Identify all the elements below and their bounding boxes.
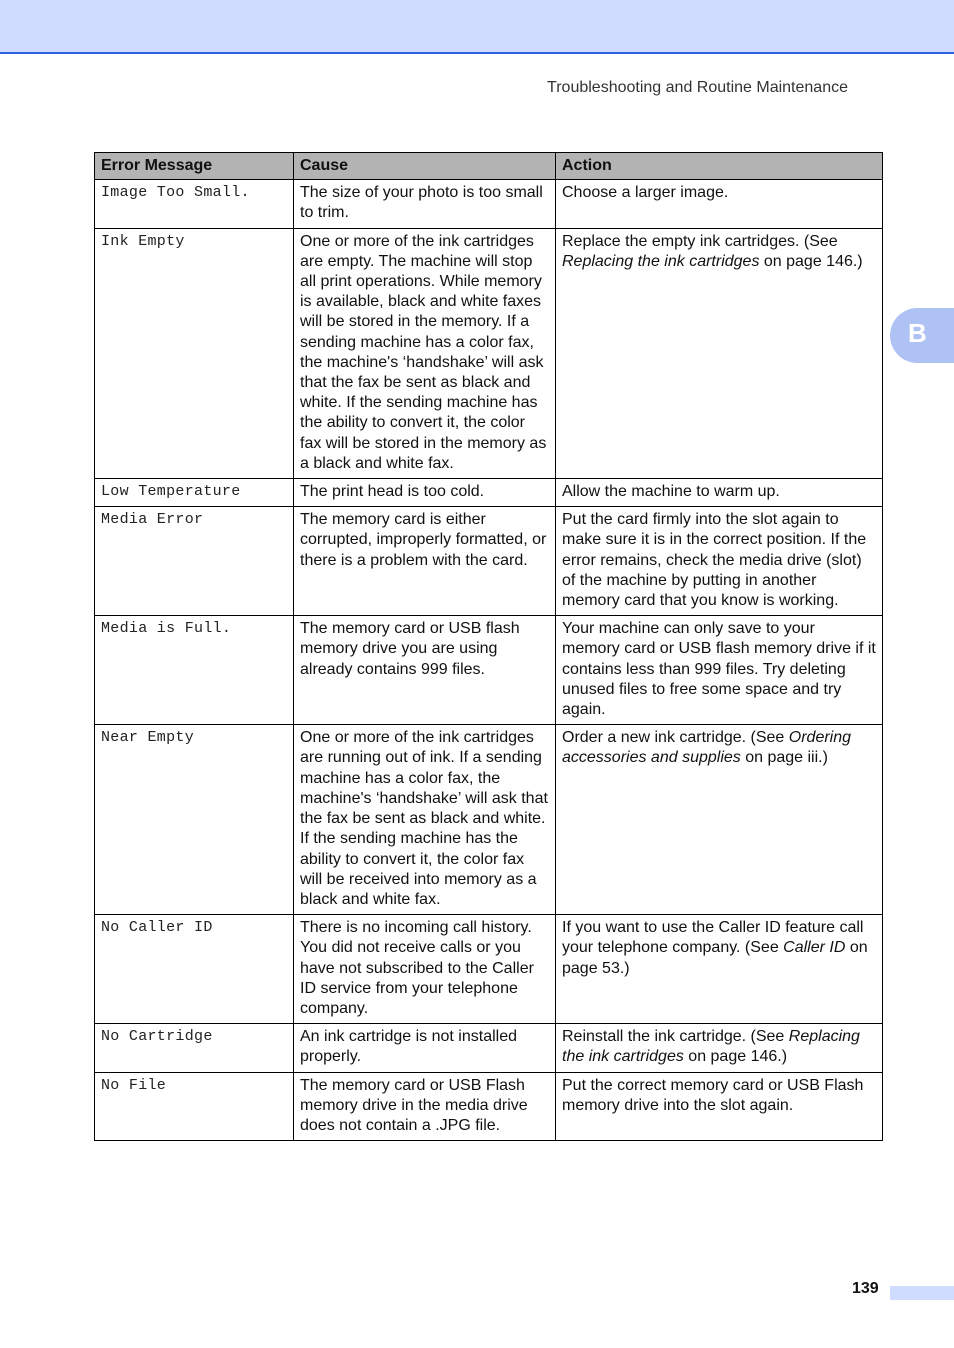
action-text: on page 146.) (759, 252, 863, 270)
table-row (95, 180, 883, 228)
action-reference-text: Replacing the ink cartridges (562, 252, 760, 270)
action-text: Reinstall the ink cartridge. (See (562, 1028, 789, 1046)
action-cell (556, 228, 883, 478)
table-row (95, 915, 883, 1024)
action-cell (556, 1024, 883, 1072)
error-message-cell: Media is Full. (95, 616, 294, 725)
column-header-error-message: Error Message (95, 153, 294, 180)
header-band (0, 0, 954, 54)
table-row (95, 228, 883, 478)
cause-cell: The memory card is either corrupted, improperly formatted, or there is a problem with the card. (294, 507, 556, 616)
action-text: Put the correct memory card or USB Flash memory drive into the slot again. (562, 1076, 864, 1114)
cause-cell: The memory card or USB flash memory drive you are using already contains 999 files. (294, 616, 556, 725)
column-header-action: Action (556, 153, 883, 180)
action-reference-text: Replacing the ink cartridges (562, 1028, 860, 1066)
footer-bar (890, 1286, 954, 1300)
action-reference-text: Ordering accessories and supplies (562, 729, 852, 767)
column-header-cause: Cause (294, 153, 556, 180)
action-text: on page 146.) (683, 1048, 788, 1066)
cause-cell: The print head is too cold. (294, 479, 556, 507)
table-row (95, 507, 883, 616)
action-cell (556, 507, 883, 616)
error-message-table (94, 152, 883, 1141)
table-row (95, 1072, 883, 1141)
table-row (95, 479, 883, 507)
error-message-cell: Media Error (95, 507, 294, 616)
error-message-cell: No Cartridge (95, 1024, 294, 1072)
action-text: If you want to use the Caller ID feature call your telephone company. (See (562, 919, 864, 957)
page-number: 139 (852, 1280, 879, 1297)
error-message-cell: Low Temperature (95, 479, 294, 507)
cause-cell: One or more of the ink cartridges are running out of ink. If a sending machine has a color fax, the machine's ‘handshake’ will ask that the fax be sent as black and white. If the sending machine has the ability to convert it, the color fax will be received into memory as a black and white fax. (294, 725, 556, 915)
action-text: on page 53.) (562, 939, 868, 977)
error-message-cell: No Caller ID (95, 915, 294, 1024)
action-cell (556, 479, 883, 507)
table-row (95, 616, 883, 725)
table-row (95, 1024, 883, 1072)
error-message-cell: No File (95, 1072, 294, 1141)
chapter-tab (890, 308, 954, 363)
action-reference-text: Caller ID (783, 939, 846, 957)
action-text: Choose a larger image. (562, 184, 729, 202)
chapter-tab-letter: B (908, 318, 927, 348)
table-row (95, 725, 883, 915)
table-header-row (95, 153, 883, 180)
cause-cell: One or more of the ink cartridges are empty. The machine will stop all print operations. While memory is available, black and white faxes will be stored in the memory. If a sending machine has a color fax, the machine's ‘handshake’ will ask that the fax be sent as black and white. If the sending machine has the ability to convert it, the color fax will be stored in the memory as a black and white fax. (294, 228, 556, 478)
error-message-cell: Image Too Small. (95, 180, 294, 228)
action-text: Your machine can only save to your memory card or USB flash memory drive if it contains less than 999 files. Try deleting unused files to free some space and try again. (562, 620, 876, 719)
action-text: Put the card firmly into the slot again to make sure it is in the correct position. If the error remains, check the media drive (slot) of the machine by putting in another memory card that you know is working. (562, 511, 867, 610)
cause-cell: The memory card or USB Flash memory drive in the media drive does not contain a .JPG file. (294, 1072, 556, 1141)
action-text: Order a new ink cartridge. (See (562, 729, 789, 747)
action-cell (556, 180, 883, 228)
cause-cell: There is no incoming call history. You did not receive calls or you have not subscribed to the Caller ID service from your telephone company. (294, 915, 556, 1024)
action-cell (556, 915, 883, 1024)
running-header-title: Troubleshooting and Routine Maintenance (547, 79, 848, 96)
cause-cell: An ink cartridge is not installed properly. (294, 1024, 556, 1072)
action-cell (556, 725, 883, 915)
action-cell (556, 1072, 883, 1141)
action-text: Allow the machine to warm up. (562, 483, 780, 501)
error-message-cell: Near Empty (95, 725, 294, 915)
action-cell (556, 616, 883, 725)
cause-cell: The size of your photo is too small to trim. (294, 180, 556, 228)
action-text: on page iii.) (740, 749, 828, 767)
error-message-cell: Ink Empty (95, 228, 294, 478)
action-text: Replace the empty ink cartridges. (See (562, 232, 838, 250)
